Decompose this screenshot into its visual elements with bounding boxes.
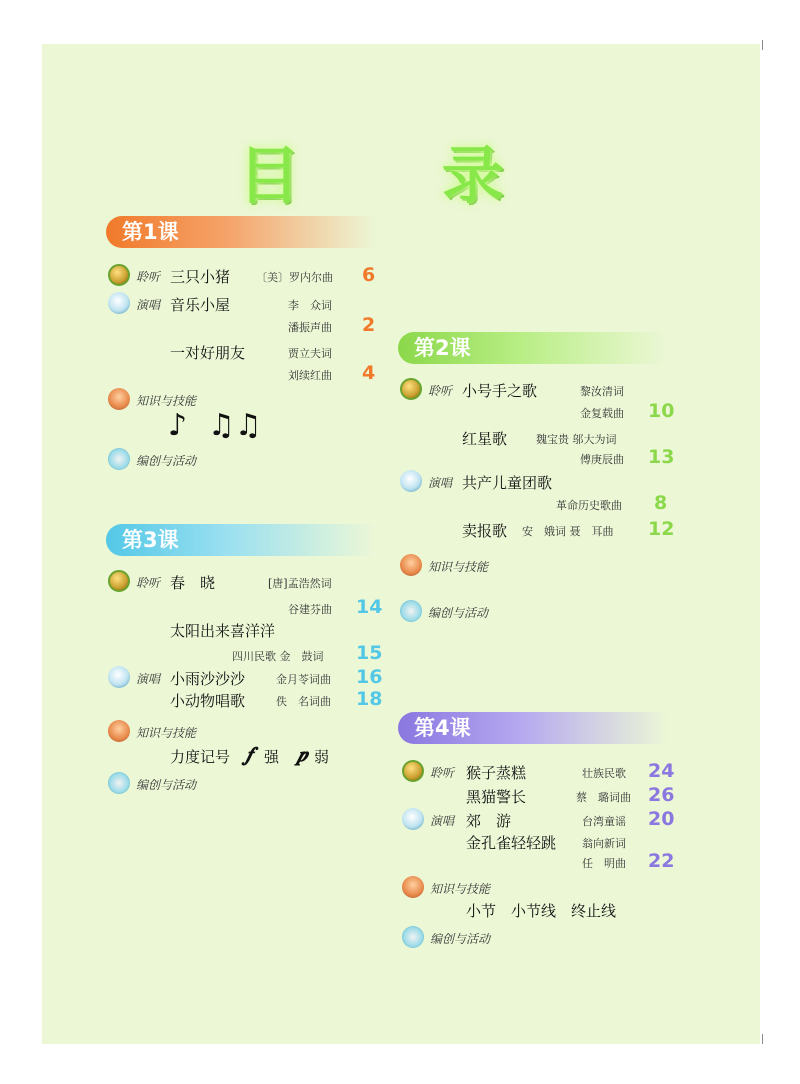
microphone-icon bbox=[108, 292, 130, 314]
song-title: 金孔雀轻轻跳 bbox=[466, 834, 557, 852]
lesson-4-banner: 第4课 bbox=[398, 712, 668, 744]
category-sing: 演唱 bbox=[430, 814, 455, 828]
page-number: 12 bbox=[648, 518, 675, 540]
page-number: 15 bbox=[356, 642, 383, 664]
category-sing: 演唱 bbox=[428, 476, 453, 490]
category-listen: 聆听 bbox=[428, 384, 453, 398]
category-knowledge: 知识与技能 bbox=[136, 394, 197, 408]
category-create: 编创与活动 bbox=[430, 932, 491, 946]
page-number: 24 bbox=[648, 760, 675, 782]
category-create: 编创与活动 bbox=[428, 606, 489, 620]
keyboard-icon bbox=[400, 600, 422, 622]
category-listen: 聆听 bbox=[136, 576, 161, 590]
skill-text: 弱 bbox=[314, 748, 330, 766]
page-number: 6 bbox=[362, 264, 376, 286]
page-number: 14 bbox=[356, 596, 383, 618]
sixteenth-notes-symbol: ♫♫ bbox=[208, 408, 262, 443]
page-number: 13 bbox=[648, 446, 675, 468]
listen-icon bbox=[108, 264, 130, 286]
song-credit: 安 娥词 聂 耳曲 bbox=[522, 525, 614, 538]
song-credit: 翁向新词 bbox=[582, 837, 626, 850]
song-credit: 金月苓词曲 bbox=[276, 673, 331, 686]
page-number: 20 bbox=[648, 808, 675, 830]
crop-mark bbox=[762, 40, 763, 50]
forte-symbol: 𝆑 bbox=[246, 742, 253, 766]
books-icon bbox=[402, 876, 424, 898]
crop-mark bbox=[762, 1034, 763, 1044]
song-credit: 傅庚辰曲 bbox=[580, 453, 624, 466]
song-title: 小号手之歌 bbox=[462, 382, 538, 400]
category-knowledge: 知识与技能 bbox=[136, 726, 197, 740]
song-credit: 金复载曲 bbox=[580, 407, 624, 420]
microphone-icon bbox=[402, 808, 424, 830]
song-title: 黑猫警长 bbox=[466, 788, 527, 806]
page-number: 2 bbox=[362, 314, 376, 336]
song-credit: 四川民歌 金 鼓词 bbox=[232, 650, 324, 663]
page-number: 22 bbox=[648, 850, 675, 872]
song-title: 卖报歌 bbox=[462, 522, 508, 540]
category-listen: 聆听 bbox=[430, 766, 455, 780]
page-title: 目 录 bbox=[238, 139, 564, 212]
category-knowledge: 知识与技能 bbox=[430, 882, 491, 896]
piano-symbol: 𝆏 bbox=[298, 742, 308, 766]
page-number: 10 bbox=[648, 400, 675, 422]
category-create: 编创与活动 bbox=[136, 778, 197, 792]
page-number: 16 bbox=[356, 666, 383, 688]
lesson-2-banner: 第2课 bbox=[398, 332, 668, 364]
books-icon bbox=[108, 388, 130, 410]
song-credit: 贾立夫词 bbox=[288, 347, 332, 360]
lesson-1-banner: 第1课 bbox=[106, 216, 376, 248]
category-listen: 聆听 bbox=[136, 270, 161, 284]
books-icon bbox=[400, 554, 422, 576]
song-title: 小雨沙沙沙 bbox=[170, 670, 246, 688]
page-number: 4 bbox=[362, 362, 376, 384]
song-title: 共产儿童团歌 bbox=[462, 474, 553, 492]
song-title: 三只小猪 bbox=[170, 268, 231, 286]
song-title: 郊 游 bbox=[466, 812, 512, 830]
page-number: 26 bbox=[648, 784, 675, 806]
page-number: 18 bbox=[356, 688, 383, 710]
listen-icon bbox=[402, 760, 424, 782]
page-number: 8 bbox=[654, 492, 668, 514]
song-credit: [唐]孟浩然词 bbox=[268, 577, 332, 590]
category-create: 编创与活动 bbox=[136, 454, 197, 468]
song-title: 一对好朋友 bbox=[170, 344, 246, 362]
category-sing: 演唱 bbox=[136, 672, 161, 686]
song-credit: 谷建芬曲 bbox=[288, 603, 332, 616]
song-credit: 革命历史歌曲 bbox=[556, 499, 622, 512]
skill-text: 强 bbox=[264, 748, 280, 766]
song-credit: 刘续红曲 bbox=[288, 369, 332, 382]
microphone-icon bbox=[108, 666, 130, 688]
skill-text: 小节 小节线 终止线 bbox=[466, 902, 617, 920]
song-credit: 李 众词 bbox=[288, 299, 332, 312]
song-title: 猴子蒸糕 bbox=[466, 764, 527, 782]
skill-text: 力度记号 bbox=[170, 748, 231, 766]
song-credit: 任 明曲 bbox=[582, 857, 626, 870]
category-knowledge: 知识与技能 bbox=[428, 560, 489, 574]
song-credit: 黎汝清词 bbox=[580, 385, 624, 398]
song-credit: 魏宝贵 邬大为词 bbox=[536, 433, 617, 446]
listen-icon bbox=[400, 378, 422, 400]
lesson-3-banner: 第3课 bbox=[106, 524, 376, 556]
song-credit: 佚 名词曲 bbox=[276, 695, 331, 708]
category-sing: 演唱 bbox=[136, 298, 161, 312]
listen-icon bbox=[108, 570, 130, 592]
song-credit: 〔美〕罗内尔曲 bbox=[256, 271, 333, 284]
song-credit: 潘振声曲 bbox=[288, 321, 332, 334]
song-title: 小动物唱歌 bbox=[170, 692, 246, 710]
song-title: 春 晓 bbox=[170, 574, 216, 592]
song-title: 音乐小屋 bbox=[170, 296, 231, 314]
eighth-note-symbol: ♪ bbox=[168, 408, 188, 443]
song-credit: 台湾童谣 bbox=[582, 815, 626, 828]
keyboard-icon bbox=[108, 772, 130, 794]
microphone-icon bbox=[400, 470, 422, 492]
song-title: 太阳出来喜洋洋 bbox=[170, 622, 276, 640]
books-icon bbox=[108, 720, 130, 742]
song-title: 红星歌 bbox=[462, 430, 508, 448]
song-credit: 壮族民歌 bbox=[582, 767, 626, 780]
keyboard-icon bbox=[402, 926, 424, 948]
toc-page bbox=[42, 44, 760, 1044]
keyboard-icon bbox=[108, 448, 130, 470]
song-credit: 蔡 璐词曲 bbox=[576, 791, 631, 804]
